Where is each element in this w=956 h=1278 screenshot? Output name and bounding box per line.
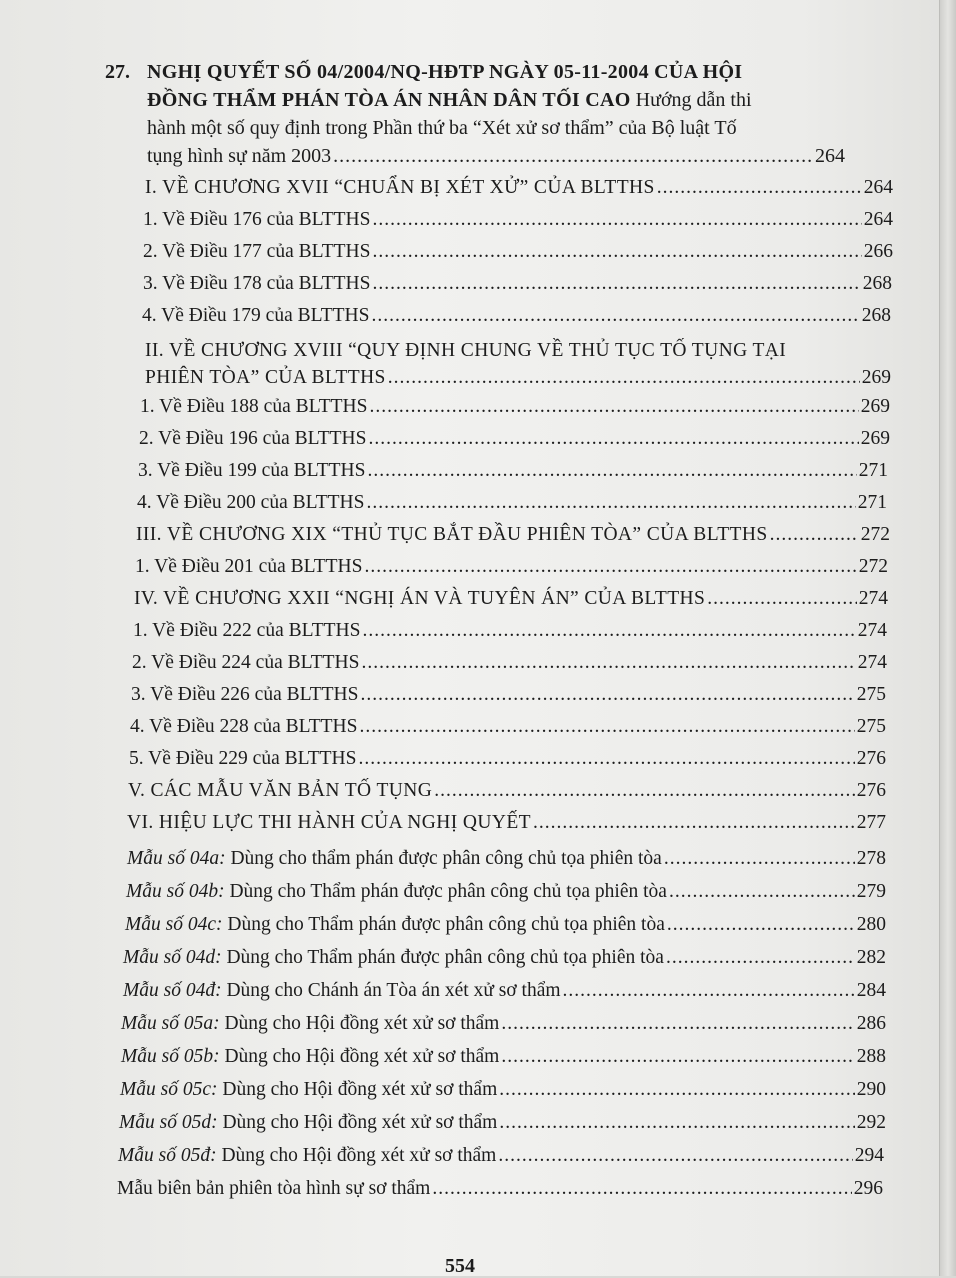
toc-page-number: 264 bbox=[863, 209, 893, 230]
form-number: Mẫu số 04c: bbox=[125, 914, 223, 935]
toc-page-number: 264 bbox=[815, 145, 845, 167]
toc-entry bbox=[143, 239, 893, 265]
dot-leader bbox=[360, 682, 854, 708]
toc-entry-label: 4. Về Điều 200 của BLTTHS bbox=[137, 492, 365, 513]
toc-page-number: 275 bbox=[856, 716, 886, 737]
dot-leader bbox=[366, 490, 855, 516]
toc-entry-label: IV. VỀ CHƯƠNG XXII “NGHỊ ÁN VÀ TUYÊN ÁN” CỦA BLTTHS bbox=[134, 588, 706, 609]
toc-page-number: 284 bbox=[856, 980, 886, 1001]
toc-entry bbox=[143, 271, 892, 297]
toc-page-number: 275 bbox=[856, 684, 886, 705]
toc-page-number: 290 bbox=[856, 1079, 886, 1100]
dot-leader bbox=[499, 1077, 854, 1103]
toc-page-number: 276 bbox=[856, 780, 886, 801]
dot-leader bbox=[372, 207, 861, 233]
dot-leader bbox=[563, 978, 855, 1004]
toc-entry bbox=[133, 618, 887, 644]
toc-entry-label: 1. Về Điều 201 của BLTTHS bbox=[135, 556, 363, 577]
resolution-number: 27. bbox=[105, 61, 130, 83]
form-description: Dùng cho Thẩm phán được phân công chủ tọa phiên tòa bbox=[221, 947, 664, 968]
form-number: Mẫu số 04đ: bbox=[123, 980, 222, 1001]
toc-entry bbox=[135, 554, 888, 580]
toc-entry-label: 2. Về Điều 224 của BLTTHS bbox=[132, 652, 360, 673]
toc-chapter-2-line-1 bbox=[145, 338, 786, 364]
toc-entry-label: 4. Về Điều 228 của BLTTHS bbox=[130, 716, 358, 737]
toc-entry-label bbox=[125, 912, 665, 938]
toc-page-number: 268 bbox=[861, 305, 891, 326]
dot-leader bbox=[362, 618, 855, 644]
toc-page-number: 274 bbox=[857, 652, 887, 673]
resolution-title-line-4 bbox=[147, 142, 845, 170]
dot-leader bbox=[657, 175, 862, 201]
toc-entry bbox=[123, 978, 886, 1004]
toc-page-number: 271 bbox=[858, 460, 888, 481]
toc-page-number: 272 bbox=[860, 524, 890, 545]
dot-leader bbox=[358, 746, 854, 772]
toc-entry-label: VI. HIỆU LỰC THI HÀNH CỦA NGHỊ QUYẾT bbox=[127, 812, 531, 833]
toc-page-number: 271 bbox=[857, 492, 887, 513]
resolution-title-issuer: ĐỒNG THẨM PHÁN TÒA ÁN NHÂN DÂN TỐI CAO bbox=[147, 89, 631, 111]
toc-page-number: 294 bbox=[854, 1145, 884, 1166]
toc-entry-label: I. VỀ CHƯƠNG XVII “CHUẨN BỊ XÉT XỬ” CỦA BLTTHS bbox=[145, 177, 655, 198]
toc-page-number: 288 bbox=[856, 1046, 886, 1067]
resolution-title-line-1: NGHỊ QUYẾT SỐ 04/2004/NQ-HĐTP NGÀY 05-11-2004 CỦA HỘI bbox=[147, 61, 743, 83]
toc-entry-label: PHIÊN TÒA” CỦA BLTTHS bbox=[145, 367, 386, 388]
toc-entry bbox=[120, 1077, 886, 1103]
toc-entry bbox=[128, 778, 886, 804]
toc-page-number: 269 bbox=[860, 396, 890, 417]
toc-entry bbox=[119, 1110, 886, 1136]
toc-entry-label: 1. Về Điều 176 của BLTTHS bbox=[143, 209, 371, 230]
page-edge bbox=[939, 0, 956, 1276]
dot-leader bbox=[368, 426, 858, 452]
form-description: Dùng cho Thẩm phán được phân công chủ tọa phiên tòa bbox=[224, 881, 667, 902]
dot-leader bbox=[499, 1110, 854, 1136]
dot-leader bbox=[501, 1044, 854, 1070]
dot-leader bbox=[770, 522, 859, 548]
form-number: Mẫu số 05a: bbox=[121, 1013, 220, 1034]
toc-entry-label: 1. Về Điều 188 của BLTTHS bbox=[140, 396, 368, 417]
toc-entry bbox=[117, 1176, 883, 1202]
toc-entry bbox=[143, 207, 893, 233]
toc-entry bbox=[131, 682, 886, 708]
toc-page-number: 274 bbox=[858, 588, 888, 609]
toc-entry bbox=[127, 846, 886, 872]
toc-entry bbox=[121, 1011, 886, 1037]
toc-page-number: 279 bbox=[856, 881, 886, 902]
toc-entry-label: 4. Về Điều 179 của BLTTHS bbox=[142, 305, 370, 326]
form-number: Mẫu số 05đ: bbox=[118, 1145, 217, 1166]
form-number: Mẫu số 04a: bbox=[127, 848, 226, 869]
resolution-title-line-3: hành một số quy định trong Phần thứ ba “Xét xử sơ thẩm” của Bộ luật Tố bbox=[147, 117, 737, 139]
toc-page-number: 268 bbox=[862, 273, 892, 294]
toc-entry-label: 2. Về Điều 196 của BLTTHS bbox=[139, 428, 367, 449]
dot-leader bbox=[498, 1143, 852, 1169]
toc-page-number: 269 bbox=[860, 428, 890, 449]
toc-page-number: 280 bbox=[856, 914, 886, 935]
toc-entry bbox=[132, 650, 887, 676]
toc-entry-label: II. VỀ CHƯƠNG XVIII “QUY ĐỊNH CHUNG VỀ THỦ TỤC TỐ TỤNG TẠI bbox=[145, 340, 787, 361]
form-number: Mẫu số 05d: bbox=[119, 1112, 218, 1133]
toc-page-number: 276 bbox=[856, 748, 886, 769]
toc-entry bbox=[123, 945, 886, 971]
dot-leader bbox=[664, 846, 855, 872]
toc-page-number: 277 bbox=[856, 812, 886, 833]
toc-entry-label: 3. Về Điều 199 của BLTTHS bbox=[138, 460, 366, 481]
toc-entry bbox=[139, 426, 890, 452]
dot-leader bbox=[364, 554, 856, 580]
toc-entry-label bbox=[118, 1143, 496, 1169]
page-number: 554 bbox=[445, 1255, 475, 1277]
toc-entry-label: V. CÁC MẪU VĂN BẢN TỐ TỤNG bbox=[128, 780, 433, 801]
toc-entry-label bbox=[120, 1077, 497, 1103]
toc-entry bbox=[125, 912, 886, 938]
form-description: Dùng cho Hội đồng xét xử sơ thẩm bbox=[216, 1145, 497, 1166]
resolution-title-guidance: Hướng dẫn thi bbox=[630, 89, 752, 111]
toc-page-number: 292 bbox=[856, 1112, 886, 1133]
form-description: Dùng cho Hội đồng xét xử sơ thẩm bbox=[217, 1112, 498, 1133]
toc-page-number: 272 bbox=[858, 556, 888, 577]
toc-entry bbox=[121, 1044, 886, 1070]
toc-entry bbox=[142, 303, 891, 329]
form-description: Dùng cho thẩm phán được phân công chủ tọa phiên tòa bbox=[225, 848, 662, 869]
toc-entry-label: 1. Về Điều 222 của BLTTHS bbox=[133, 620, 361, 641]
dot-leader bbox=[501, 1011, 854, 1037]
toc-entry-label bbox=[119, 1110, 497, 1136]
dot-leader bbox=[432, 1176, 851, 1202]
dot-leader bbox=[388, 365, 860, 391]
toc-entry-label: 3. Về Điều 178 của BLTTHS bbox=[143, 273, 371, 294]
form-number: Mẫu số 04d: bbox=[123, 947, 222, 968]
resolution-title-tail: tụng hình sự năm 2003 bbox=[147, 145, 332, 167]
dot-leader bbox=[371, 303, 859, 329]
toc-entry-label: 2. Về Điều 177 của BLTTHS bbox=[143, 241, 371, 262]
toc-entry bbox=[136, 522, 890, 548]
toc-page-number: 278 bbox=[856, 848, 886, 869]
toc-entry bbox=[134, 586, 888, 612]
dot-leader bbox=[367, 458, 856, 484]
form-description: Dùng cho Hội đồng xét xử sơ thẩm bbox=[219, 1013, 500, 1034]
toc-entry bbox=[137, 490, 887, 516]
toc-entry-label: Mẫu biên bản phiên tòa hình sự sơ thẩm bbox=[117, 1178, 431, 1199]
toc-page-number: 282 bbox=[856, 947, 886, 968]
resolution-title-line-2 bbox=[147, 86, 845, 114]
dot-leader bbox=[372, 239, 861, 265]
dot-leader bbox=[372, 271, 860, 297]
toc-entry bbox=[118, 1143, 884, 1169]
toc-page-number: 296 bbox=[853, 1178, 883, 1199]
toc-entry-label bbox=[121, 1044, 499, 1070]
dot-leader bbox=[434, 778, 855, 804]
dot-leader bbox=[369, 394, 858, 420]
toc-entry bbox=[127, 810, 886, 836]
toc-entry-label: 3. Về Điều 226 của BLTTHS bbox=[131, 684, 359, 705]
dot-leader bbox=[533, 810, 855, 836]
toc-page-number: 274 bbox=[857, 620, 887, 641]
form-number: Mẫu số 04b: bbox=[126, 881, 225, 902]
form-number: Mẫu số 05c: bbox=[120, 1079, 218, 1100]
dot-leader bbox=[707, 586, 857, 612]
toc-page-number: 269 bbox=[861, 367, 891, 388]
toc-page-number: 264 bbox=[863, 177, 893, 198]
dot-leader bbox=[333, 142, 813, 170]
toc-entry bbox=[140, 394, 890, 420]
form-description: Dùng cho Thẩm phán được phân công chủ tọa phiên tòa bbox=[222, 914, 665, 935]
form-description: Dùng cho Hội đồng xét xử sơ thẩm bbox=[219, 1046, 500, 1067]
dot-leader bbox=[669, 879, 855, 905]
form-description: Dùng cho Chánh án Tòa án xét xử sơ thẩm bbox=[221, 980, 561, 1001]
dot-leader bbox=[667, 912, 855, 938]
form-description: Dùng cho Hội đồng xét xử sơ thẩm bbox=[217, 1079, 498, 1100]
toc-entry-label bbox=[123, 945, 664, 971]
dot-leader bbox=[359, 714, 854, 740]
toc-entry bbox=[129, 746, 886, 772]
toc-page-number: 266 bbox=[863, 241, 893, 262]
toc-entry-label bbox=[126, 879, 667, 905]
toc-entry bbox=[145, 365, 891, 391]
toc-entry bbox=[145, 175, 893, 201]
toc-page-number: 286 bbox=[856, 1013, 886, 1034]
form-number: Mẫu số 05b: bbox=[121, 1046, 220, 1067]
toc-entry-label bbox=[127, 846, 662, 872]
dot-leader bbox=[361, 650, 855, 676]
toc-entry bbox=[138, 458, 888, 484]
toc-entry-label bbox=[121, 1011, 499, 1037]
toc-entry-label: 5. Về Điều 229 của BLTTHS bbox=[129, 748, 357, 769]
toc-resolution-heading bbox=[105, 58, 845, 170]
toc-entry bbox=[130, 714, 886, 740]
dot-leader bbox=[666, 945, 855, 971]
toc-entry-label: III. VỀ CHƯƠNG XIX “THỦ TỤC BẮT ĐẦU PHIÊN TÒA” CỦA BLTTHS bbox=[136, 524, 768, 545]
toc-entry-label bbox=[123, 978, 561, 1004]
toc-entry bbox=[126, 879, 886, 905]
